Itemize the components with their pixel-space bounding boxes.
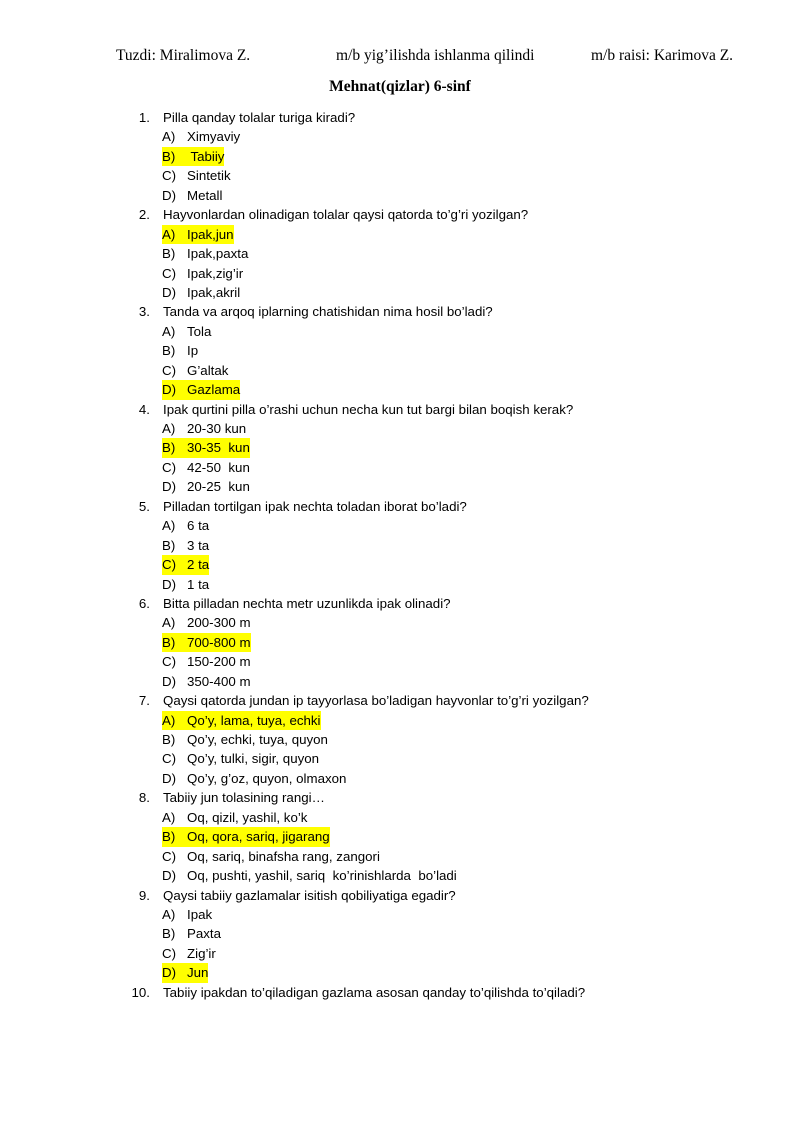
option-text: Paxta	[187, 926, 222, 942]
option-text: Oq, qora, sariq, jigarang	[187, 829, 330, 845]
header-author: Tuzdi: Miralimova Z.	[116, 47, 251, 64]
answer-option-content	[162, 575, 209, 594]
option-letter: A)	[162, 906, 176, 922]
question-text: Pilla qanday tolalar turiga kiradi?	[163, 110, 356, 125]
option-letter: D)	[162, 284, 177, 300]
question-number: 4.	[138, 401, 150, 417]
option-letter: B)	[162, 537, 176, 553]
answer-option	[0, 652, 800, 671]
option-letter: A)	[162, 809, 176, 825]
answer-option	[0, 380, 800, 399]
option-text: G’altak	[187, 362, 229, 378]
answer-option	[0, 633, 800, 652]
question-row	[0, 108, 800, 127]
answer-option-content	[162, 847, 380, 866]
question-list	[0, 108, 800, 1002]
option-text: 700-800 m	[187, 634, 251, 650]
answer-option	[0, 419, 800, 438]
answer-option	[0, 341, 800, 360]
question-item	[0, 983, 800, 1002]
question-text: Qaysi tabiiy gazlamalar isitish qobiliyatiga egadir?	[163, 887, 456, 903]
answer-option-content	[162, 361, 228, 380]
answer-option-content	[162, 186, 222, 205]
answer-option	[0, 613, 800, 632]
option-letter: D)	[162, 770, 177, 786]
answer-option	[0, 672, 800, 691]
question-row	[0, 691, 800, 710]
answer-option-content	[162, 264, 243, 283]
option-letter: C)	[162, 945, 177, 961]
question-number: 10.	[131, 984, 150, 1000]
option-text: 20-25 kun	[187, 479, 250, 495]
option-text: 1 ta	[187, 576, 210, 592]
question-row	[0, 205, 800, 224]
answer-option	[0, 516, 800, 535]
option-letter: B)	[162, 440, 176, 456]
question-text: Qaysi qatorda jundan ip tayyorlasa bo’ladigan hayvonlar to’g’ri yozilgan?	[163, 693, 589, 709]
question-text: Pilladan tortilgan ipak nechta toladan iborat bo’ladi?	[163, 498, 467, 514]
question-item	[0, 788, 800, 885]
option-letter: D)	[162, 673, 177, 689]
answer-option	[0, 575, 800, 594]
option-text: Qo’y, echki, tuya, quyon	[187, 732, 328, 747]
correct-answer-highlight	[162, 963, 208, 982]
option-letter: C)	[162, 654, 177, 670]
answer-option-content	[162, 769, 346, 788]
answer-option-content	[162, 613, 251, 632]
question-text: Bitta pilladan nechta metr uzunlikda ipak olinadi?	[163, 595, 451, 611]
option-text: Ipak,akril	[187, 284, 241, 300]
option-text: 3 ta	[187, 537, 210, 553]
correct-answer-highlight	[162, 633, 251, 652]
answer-option-content	[162, 419, 246, 438]
answer-option	[0, 555, 800, 574]
question-row	[0, 983, 800, 1002]
answer-option	[0, 147, 800, 166]
correct-answer-highlight	[162, 827, 330, 846]
question-text: Tabiiy jun tolasining rangi…	[163, 790, 325, 806]
answer-option-content	[162, 730, 328, 749]
option-text: 6 ta	[187, 518, 210, 534]
answer-option-content	[162, 866, 457, 885]
answer-option	[0, 458, 800, 477]
answer-option	[0, 847, 800, 866]
question-item	[0, 497, 800, 594]
option-text: 42-50 kun	[187, 459, 250, 475]
option-letter: D)	[162, 382, 177, 398]
option-letter: A)	[162, 421, 176, 436]
question-number: 1.	[138, 110, 150, 125]
answer-option-content	[162, 924, 221, 943]
option-text: 200-300 m	[187, 615, 251, 631]
option-letter: C)	[162, 168, 177, 184]
answer-option	[0, 477, 800, 496]
question-text: Tanda va arqoq iplarning chatishidan nima hosil bo’ladi?	[163, 304, 493, 320]
answer-option-content	[162, 672, 251, 691]
option-letter: C)	[162, 362, 177, 378]
option-letter: B)	[162, 926, 176, 942]
question-number: 7.	[138, 693, 150, 709]
option-letter: C)	[162, 265, 177, 281]
answer-option	[0, 769, 800, 788]
answer-option	[0, 361, 800, 380]
option-text: Sintetik	[187, 168, 231, 184]
question-number: 9.	[138, 887, 150, 903]
answer-option	[0, 536, 800, 555]
correct-answer-highlight	[162, 225, 234, 244]
option-text: Ipak,zig’ir	[187, 265, 244, 281]
answer-option-content	[162, 458, 250, 477]
question-number: 2.	[138, 207, 150, 223]
option-text: Qo’y, tulki, sigir, quyon	[187, 751, 320, 767]
question-item	[0, 205, 800, 302]
option-text: 30-35 kun	[187, 440, 250, 456]
answer-option-content	[162, 322, 211, 341]
header-chair: m/b raisi: Karimova Z.	[591, 47, 734, 64]
question-text: Hayvonlardan olinadigan tolalar qaysi qatorda to’g’ri yozilgan?	[163, 207, 529, 223]
option-letter: A)	[162, 226, 176, 242]
option-text: Jun	[187, 965, 209, 981]
correct-answer-highlight	[162, 147, 224, 166]
option-letter: B)	[162, 732, 176, 747]
answer-option-content	[162, 944, 216, 963]
answer-option	[0, 924, 800, 943]
answer-option-content	[162, 808, 307, 827]
option-text: Ipak,paxta	[187, 246, 249, 262]
option-letter: C)	[162, 557, 177, 573]
answer-option-content	[162, 127, 240, 146]
option-letter: A)	[162, 129, 176, 145]
option-letter: C)	[162, 848, 177, 864]
option-text: Tabiiy	[187, 148, 225, 164]
option-text: Ip	[187, 343, 199, 359]
question-item	[0, 886, 800, 983]
answer-option	[0, 905, 800, 924]
option-letter: A)	[162, 615, 176, 631]
question-row	[0, 886, 800, 905]
question-number: 3.	[138, 304, 150, 320]
answer-option	[0, 127, 800, 146]
answer-option	[0, 244, 800, 263]
answer-option	[0, 166, 800, 185]
option-letter: D)	[162, 965, 177, 981]
option-text: Oq, sariq, binafsha rang, zangori	[187, 848, 380, 864]
option-text: Ipak,jun	[187, 226, 234, 242]
answer-option-content	[162, 477, 250, 496]
question-item	[0, 594, 800, 691]
answer-option	[0, 264, 800, 283]
answer-option	[0, 225, 800, 244]
option-text: 350-400 m	[187, 673, 251, 689]
question-number: 5.	[138, 498, 150, 514]
answer-option	[0, 808, 800, 827]
option-letter: D)	[162, 479, 177, 495]
option-text: 150-200 m	[187, 654, 251, 670]
answer-option	[0, 866, 800, 885]
option-letter: A)	[162, 323, 176, 339]
question-item	[0, 108, 800, 205]
answer-option	[0, 283, 800, 302]
option-letter: B)	[162, 148, 176, 164]
question-item	[0, 691, 800, 788]
option-text: Oq, pushti, yashil, sariq ko’rinishlarda bo’ladi	[187, 868, 457, 884]
option-letter: C)	[162, 751, 177, 767]
answer-option	[0, 322, 800, 341]
answer-option-content	[162, 283, 240, 302]
option-text: Tola	[187, 323, 212, 339]
answer-option	[0, 827, 800, 846]
correct-answer-highlight	[162, 438, 250, 457]
question-row	[0, 788, 800, 807]
answer-option-content	[162, 749, 319, 768]
option-letter: B)	[162, 829, 176, 845]
header-approval-note: m/b yig’ilishda ishlanma qilindi	[336, 47, 535, 64]
answer-option	[0, 944, 800, 963]
question-text: Ipak qurtini pilla o’rashi uchun necha kun tut bargi bilan boqish kerak?	[163, 401, 574, 417]
question-number: 6.	[138, 595, 150, 611]
option-text: Oq, qizil, yashil, ko’k	[187, 809, 308, 825]
answer-option	[0, 730, 800, 749]
answer-option	[0, 749, 800, 768]
option-letter: D)	[162, 187, 177, 203]
answer-option-content	[162, 536, 209, 555]
question-row	[0, 302, 800, 321]
option-letter: B)	[162, 246, 176, 262]
option-letter: D)	[162, 576, 177, 592]
question-number: 8.	[138, 790, 150, 806]
answer-option	[0, 963, 800, 982]
option-letter: B)	[162, 634, 176, 650]
question-text: Tabiiy ipakdan to’qiladigan gazlama asosan qanday to’qilishda to’qiladi?	[163, 984, 586, 1000]
correct-answer-highlight	[162, 711, 321, 730]
correct-answer-highlight	[162, 380, 240, 399]
option-letter: B)	[162, 343, 176, 359]
correct-answer-highlight	[162, 555, 209, 574]
option-text: Metall	[187, 187, 223, 203]
answer-option-content	[162, 905, 212, 924]
answer-option	[0, 711, 800, 730]
answer-option	[0, 438, 800, 457]
option-text: 20-30 kun	[187, 421, 247, 436]
page-title: Mehnat(qizlar) 6-sinf	[329, 78, 471, 95]
question-row	[0, 594, 800, 613]
option-text: Gazlama	[187, 382, 241, 398]
question-row	[0, 400, 800, 419]
option-text: Qo’y, g’oz, quyon, olmaxon	[187, 770, 347, 786]
option-text: 2 ta	[187, 557, 210, 573]
option-letter: D)	[162, 868, 177, 884]
option-text: Ximyaviy	[187, 129, 241, 145]
answer-option-content	[162, 166, 231, 185]
option-letter: A)	[162, 518, 176, 534]
answer-option-content	[162, 244, 248, 263]
question-row	[0, 497, 800, 516]
question-item	[0, 400, 800, 497]
option-text: Qo’y, lama, tuya, echki	[187, 712, 321, 728]
option-text: Zig’ir	[187, 945, 216, 961]
option-letter: C)	[162, 459, 177, 475]
option-text: Ipak	[187, 906, 213, 922]
answer-option	[0, 186, 800, 205]
answer-option-content	[162, 341, 198, 360]
question-item	[0, 302, 800, 399]
answer-option-content	[162, 652, 251, 671]
answer-option-content	[162, 516, 209, 535]
option-letter: A)	[162, 712, 176, 728]
